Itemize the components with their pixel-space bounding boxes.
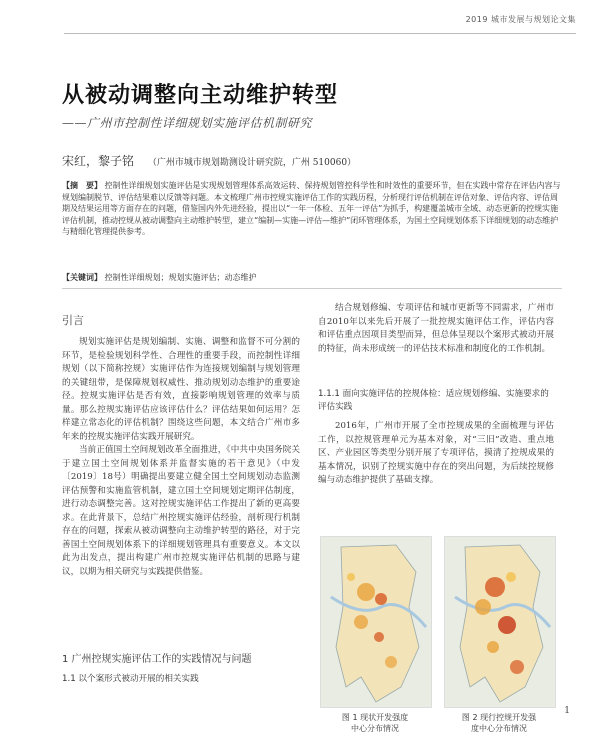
abstract [62, 180, 562, 238]
keywords [62, 272, 562, 283]
abstract-label: 【摘 要】 [62, 180, 102, 190]
figure-1-map-svg [321, 537, 431, 707]
paragraph: 规划实施评估是规划编制、实施、调整和监督不可分割的环节，是检验规划科学性、合理性的重要手段，而控制性详细规划（以下简称控规）实施评估作为连接规划编制与规划管理的关键纽带，是保障规划权威性、推动规划动态维护的重要途径。控规实施评估是否有效，直接影响规划管理的效率与质量。那么控规实施评估应该评估什么？评估结果如何运用？怎样建立常态化的评估机制？围绕这些问题，本文结合广州市多年来的控规实施评估实践开展研究。 [62, 337, 300, 442]
article-title: 从被动调整向主动维护转型 [62, 83, 339, 108]
figure-2-caption-line1: 图 2 现行控规开发强 [461, 713, 537, 722]
figure-2-caption [444, 712, 554, 734]
paragraph: 结合规划修编、专项评估和城市更新等不同需求，广州市自2010年以来先后开展了一批控规实施评估工作，评估内容和评估重点因项目类型而异，但总体呈现以个案形式被动开展的特征，尚未形成统一的评估技术标准和制度化的工作机制。 [318, 303, 554, 354]
abstract-divider [62, 288, 562, 289]
figure-1-map [320, 536, 432, 708]
subsubsection-heading: 1.1.1 面向实施评估的控规体检：适应规划修编、实施要求的评估实践 [318, 389, 549, 412]
abstract-text: 控制性详细规划实施评估是实现规划管理体系高效运转、保持规划管控科学性和时效性的重要环节，但在实践中常存在评估内容与规划编制脱节、评估结果难以反馈等问题。本文梳理广州市控规实施评估工作的实践历程，分析现行评估机制在评估对象、评估内容、评估周期及结果运用等方面存在的问题，借鉴国内外先进经验，提出以“一年一体检、五年一评估”为抓手，构建覆盖城市全域、动态更新的控规实施评估机制，推动控规从被动调整向主动维护转型，建立“编制—实施—评估—维护”闭环管理体系，为国土空间规划体系下详细规划的动态维护与精细化管理提供参考。 [62, 181, 561, 236]
intro-heading: 引言 [62, 314, 84, 327]
right-column-top [318, 302, 554, 384]
author-affiliation: （广州市城市规划勘测设计研究院，广州 510060） [147, 158, 357, 168]
figure-1-caption-line2: 中心分布情况 [351, 724, 399, 733]
figure-1-caption [320, 712, 430, 734]
paragraph: 2016年，广州市开展了全市控规成果的全面梳理与评估工作，以控规管理单元为基本对象，对“三旧”改造、重点地区、产业园区等类型分别开展了专项评估，摸清了控规成果的基本情况，识别了控规实施中存在的突出问题，为后续控规修编与动态维护提供了基础支撑。 [318, 421, 554, 485]
right-column-mid [318, 420, 554, 526]
author-line [62, 152, 356, 169]
keywords-text: 控制性详细规划；规划实施评估；动态维护 [104, 273, 257, 282]
left-column [62, 336, 300, 636]
section-heading: 1 广州控规实施评估工作的实践情况与问题 [62, 654, 252, 665]
article-subtitle: ——广州市控制性详细规划实施评估机制研究 [62, 116, 313, 130]
figure-2-map-svg [445, 537, 555, 707]
page-number: 1 [564, 706, 570, 716]
figure-2-map [444, 536, 556, 708]
header-divider [64, 33, 576, 34]
figure-1-caption-line1: 图 1 现状开发强度 [341, 713, 409, 722]
paragraph: 当前正值国土空间规划改革全面推进，《中共中央国务院关于建立国土空间规划体系并监督实施的若干意见》（中发〔2019〕18号）明确提出要建立健全国土空间规划动态监测评估预警和实施监管机制，建立国土空间规划定期评估制度，进行动态调整完善。这对控规实施评估工作提出了新的更高要求。在此背景下，总结广州控规实施评估经验，剖析现行机制存在的问题，探索从被动调整向主动维护转型的路径，对于完善国土空间规划体系下的详细规划管理具有重要意义。本文以此为出发点，提出构建广州市控规实施评估机制的思路与建议，以期为相关研究与实践提供借鉴。 [62, 445, 300, 577]
subsection-heading: 1.1 以个案形式被动开展的相关实践 [62, 674, 199, 684]
author-names: 宋红，黎子铭 [62, 154, 135, 168]
keywords-label: 【关键词】 [62, 272, 102, 282]
running-header: 2019 城市发展与规划论文集 [465, 15, 576, 24]
figure-2-caption-line2: 度中心分布情况 [471, 724, 527, 733]
